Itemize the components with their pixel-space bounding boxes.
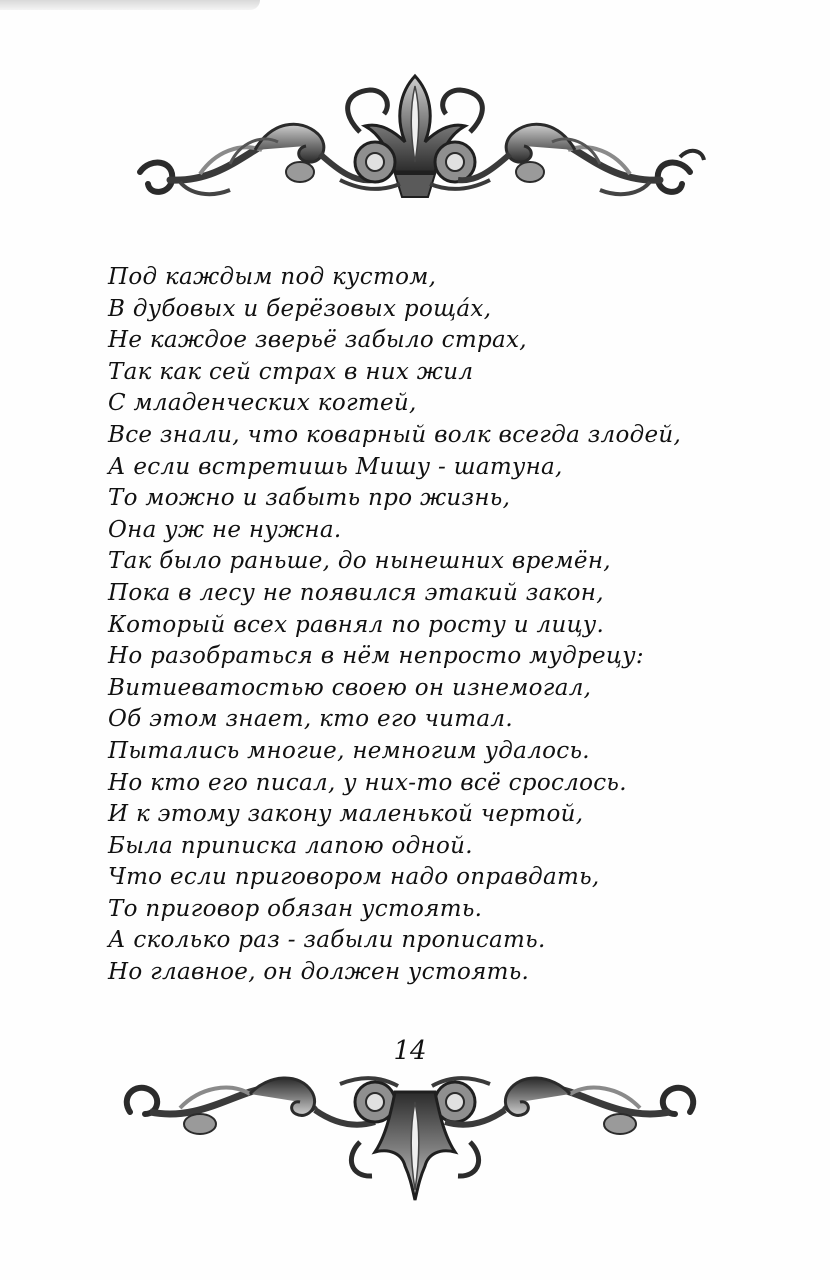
page-number: 14 xyxy=(393,1036,427,1066)
poem-line: Не каждое зверьё забыло страх, xyxy=(108,327,527,354)
top-ornament xyxy=(0,62,830,222)
poem-line: Пока в лесу не появился этакий закон, xyxy=(108,579,604,606)
poem-line: Она уж не нужна. xyxy=(108,516,342,543)
poem-line: Но разобраться в нём непросто мудрецу: xyxy=(108,643,644,670)
poem-line: Была приписка лапою одной. xyxy=(108,832,473,859)
poem-line: Так было раньше, до нынешних времён, xyxy=(108,548,611,575)
poem-line: Но кто его писал, у них-то всё срослось. xyxy=(108,769,627,796)
page-edge-shadow xyxy=(0,0,260,10)
poem-line: Под каждым под кустом, xyxy=(108,264,437,290)
bottom-ornament-left-scroll xyxy=(127,1078,375,1134)
poem-line: Все знали, что коварный волк всегда злодей, xyxy=(108,421,682,448)
poem-line: А если встретишь Мишу - шатуна, xyxy=(108,453,563,480)
poem-line: С младенческих когтей, xyxy=(108,390,417,417)
poem-line: И к этому закону маленькой чертой, xyxy=(108,801,584,828)
poem-line: Что если приговором надо оправдать, xyxy=(108,864,600,891)
bottom-ornament-center-crest xyxy=(340,1078,490,1200)
bottom-ornament-graphic xyxy=(0,1062,830,1212)
poem-line: Но главное, он должен устоять. xyxy=(108,959,530,986)
poem-line: В дубовых и берёзовых роща́х, xyxy=(108,295,492,322)
top-ornament-left-scroll xyxy=(140,124,372,194)
poem-line: А сколько раз - забыли прописать. xyxy=(108,927,546,954)
poem-line: Который всех равнял по росту и лицу. xyxy=(108,611,605,638)
bottom-ornament-right-scroll xyxy=(445,1078,693,1134)
poem-line: То можно и забыть про жизнь, xyxy=(108,485,511,512)
poem-line: Об этом знает, кто его читал. xyxy=(108,706,513,733)
poem-line: Витиеватостью своею он изнемогал, xyxy=(108,674,592,701)
poem-line: Так как сей страх в них жил xyxy=(108,358,474,385)
bottom-ornament xyxy=(0,1062,830,1212)
top-ornament-right-scroll xyxy=(458,124,704,194)
poem-line: То приговор обязан устоять. xyxy=(108,895,483,922)
poem-line: Пытались многие, немногим удалось. xyxy=(108,737,590,764)
top-ornament-graphic xyxy=(0,62,830,222)
poem-text xyxy=(108,262,748,989)
